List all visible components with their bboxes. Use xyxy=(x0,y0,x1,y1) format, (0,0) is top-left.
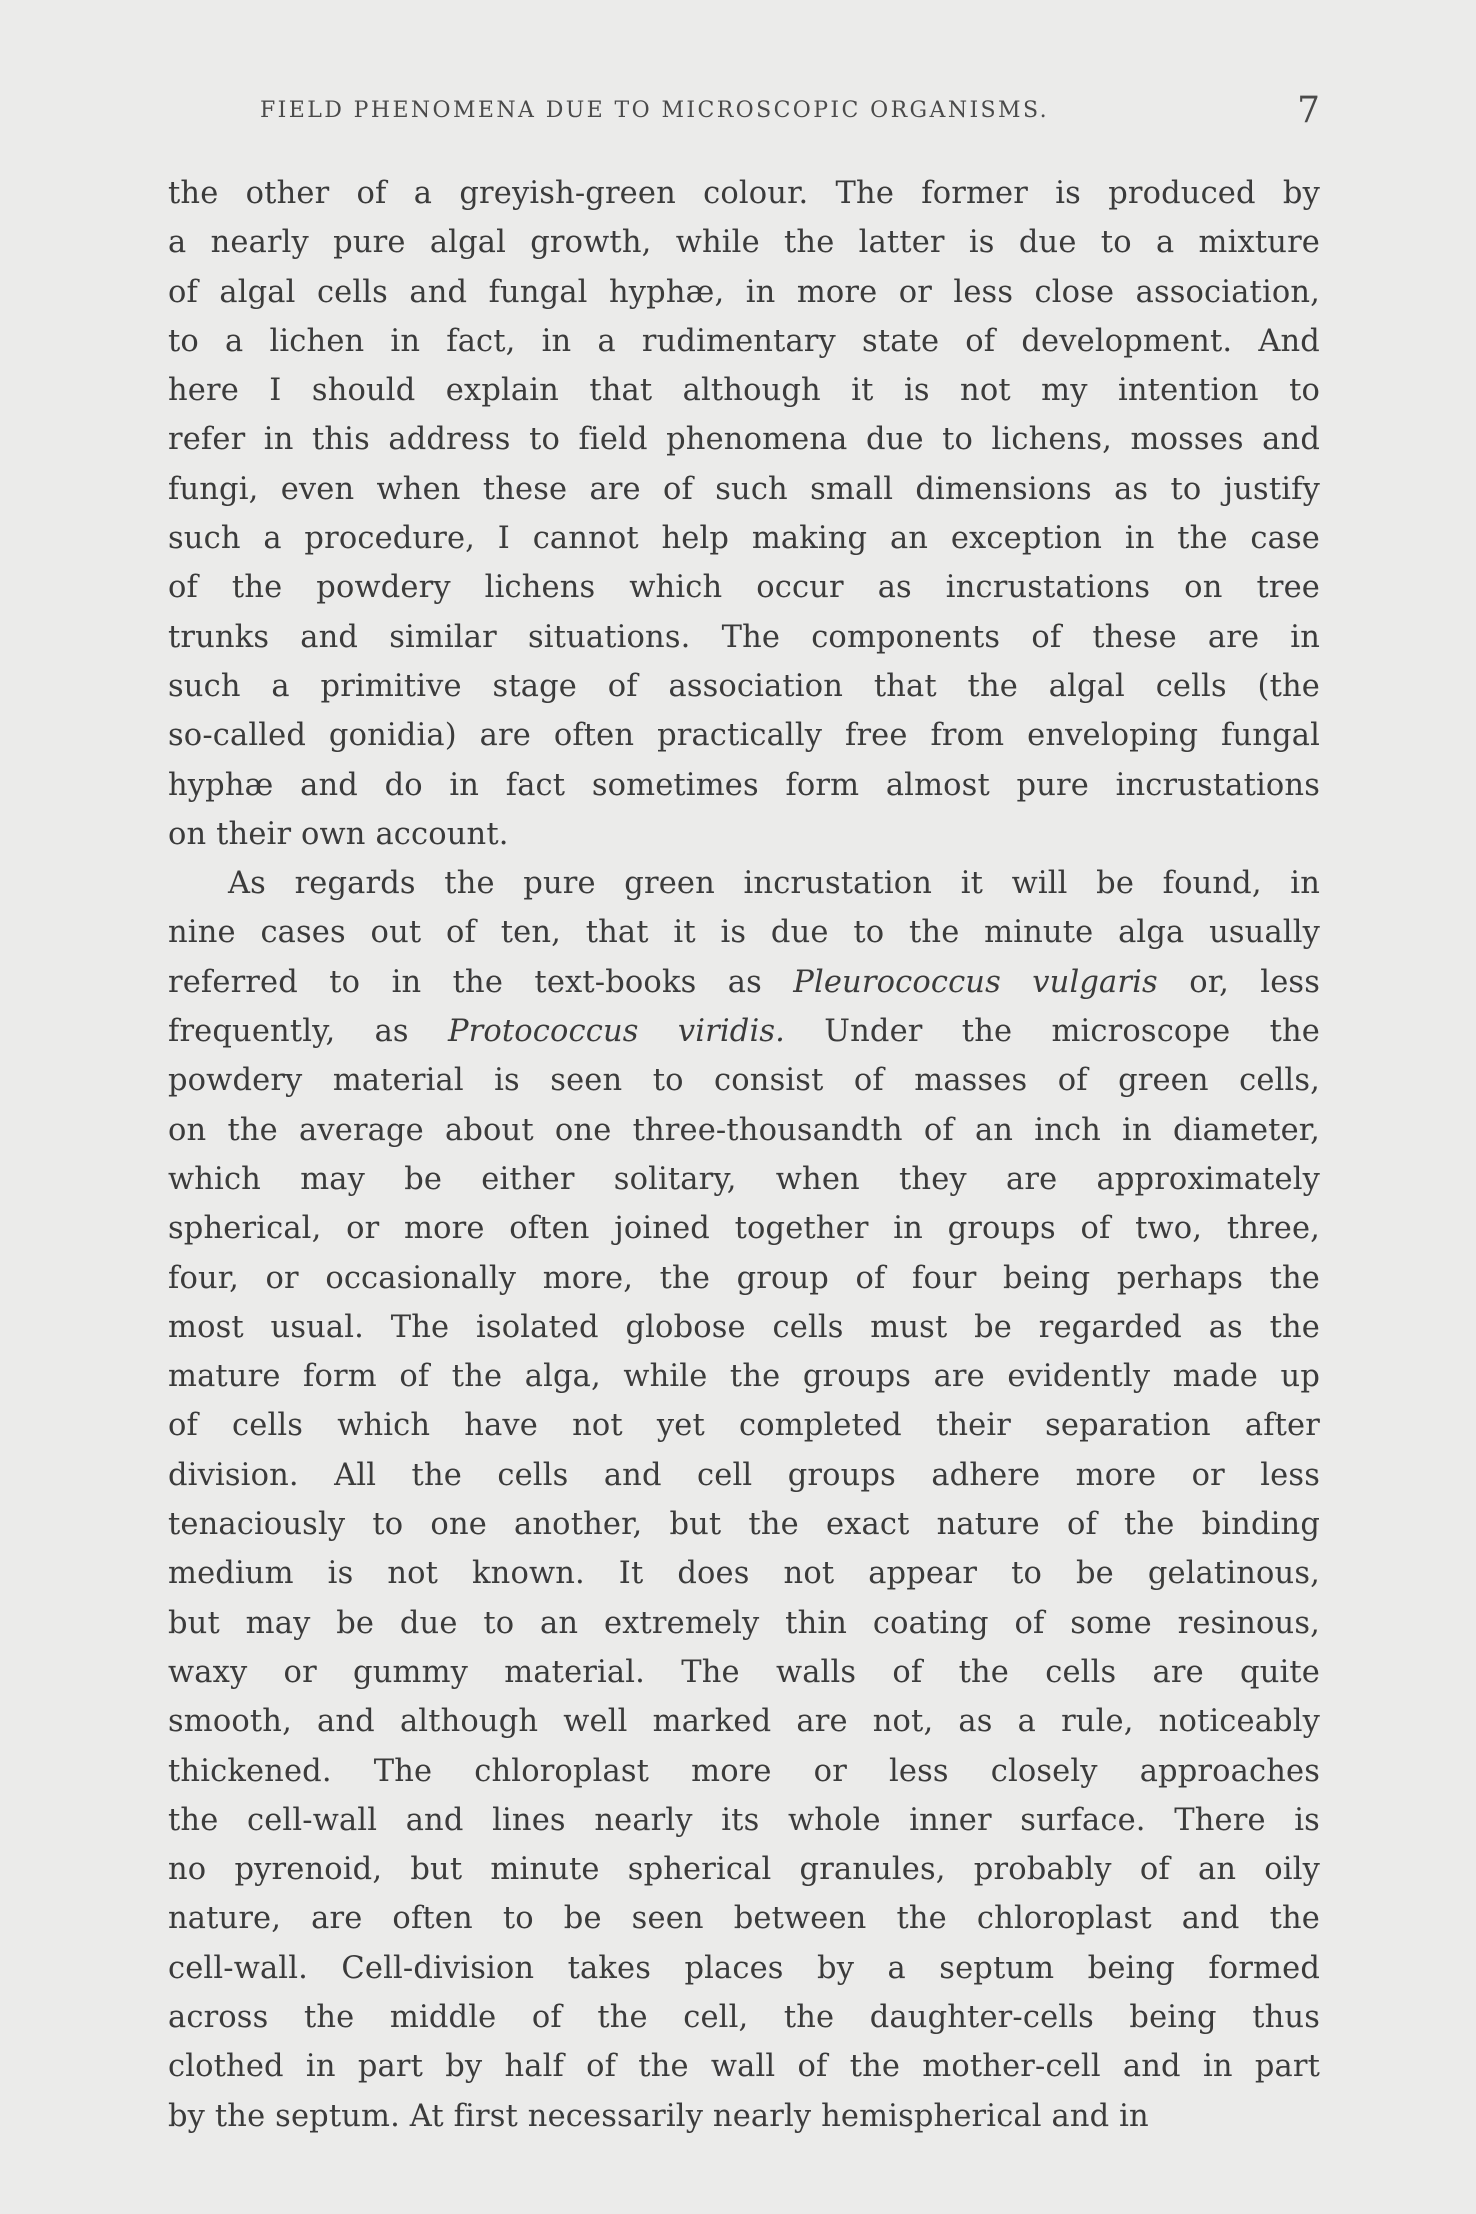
text-line: division. All the cells and cell groups adhere more or less xyxy=(168,1457,1320,1493)
text-line: medium is not known. It does not appear to be gelatinous, xyxy=(168,1556,1320,1592)
text-line: here I should explain that although it is not my intention to xyxy=(168,373,1320,409)
text-line: nature, are often to be seen between the chloroplast and the xyxy=(168,1901,1320,1937)
text-line xyxy=(168,958,1320,1007)
text-segment: or, less xyxy=(1157,964,1321,1000)
text-line: mature form of the alga, while the groups are evidently made up xyxy=(168,1359,1320,1395)
text-line: powdery material is seen to consist of masses of green cells, xyxy=(168,1063,1320,1099)
text-line: most usual. The isolated globose cells must be regarded as the xyxy=(168,1309,1320,1345)
text-line: cell-wall. Cell-division takes places by a septum being formed xyxy=(168,1950,1320,1986)
text-line: a nearly pure algal growth, while the latter is due to a mixture xyxy=(168,225,1320,261)
text-line: to a lichen in fact, in a rudimentary state of development. And xyxy=(168,323,1320,359)
text-line: four, or occasionally more, the group of four being perhaps the xyxy=(168,1260,1320,1296)
text-line: so-called gonidia) are often practically free from enveloping fungal xyxy=(168,718,1320,754)
text-line: fungi, even when these are of such small dimensions as to justify xyxy=(168,471,1320,507)
text-line: hyphæ and do in fact sometimes form almost pure incrustations xyxy=(168,767,1320,803)
body-text xyxy=(168,169,1320,2141)
species-name: Protococcus viridis. xyxy=(447,1014,786,1050)
text-line xyxy=(168,1007,1320,1056)
text-line: but may be due to an extremely thin coating of some resinous, xyxy=(168,1605,1320,1641)
text-line: trunks and similar situations. The components of these are in xyxy=(168,619,1320,655)
page-number: 7 xyxy=(1297,90,1320,131)
species-name: Pleurococcus vulgaris xyxy=(793,964,1158,1000)
text-segment: referred to in the text-books as xyxy=(168,964,794,1000)
text-line: by the septum. At first necessarily nearly hemispherical and in xyxy=(168,2098,1149,2134)
text-line: on their own account. xyxy=(168,816,509,852)
text-line: As regards the pure green incrustation it will be found, in xyxy=(228,866,1320,902)
text-line: such a primitive stage of association that the algal cells (the xyxy=(168,668,1320,704)
text-line: of algal cells and fungal hyphæ, in more or less close association, xyxy=(168,274,1320,310)
text-line: of cells which have not yet completed their separation after xyxy=(168,1408,1320,1444)
text-segment: frequently, as xyxy=(168,1014,448,1050)
page-header xyxy=(168,90,1320,146)
text-line: no pyrenoid, but minute spherical granules, probably of an oily xyxy=(168,1852,1320,1888)
text-line: waxy or gummy material. The walls of the cells are quite xyxy=(168,1654,1320,1690)
text-line: such a procedure, I cannot help making an exception in the case xyxy=(168,521,1320,557)
running-head: FIELD PHENOMENA DUE TO MICROSCOPIC ORGANISMS. xyxy=(260,98,1050,123)
text-segment: Under the microscope the xyxy=(785,1014,1320,1050)
text-line: tenaciously to one another, but the exact nature of the binding xyxy=(168,1507,1320,1543)
text-line: on the average about one three-thousandth of an inch in diameter, xyxy=(168,1112,1320,1148)
text-line: the other of a greyish-green colour. The former is produced by xyxy=(168,176,1320,211)
text-line: thickened. The chloroplast more or less closely approaches xyxy=(168,1753,1320,1789)
text-line: refer in this address to field phenomena due to lichens, mosses and xyxy=(168,422,1320,458)
text-line: across the middle of the cell, the daughter-cells being thus xyxy=(168,1999,1320,2035)
text-line: which may be either solitary, when they are approximately xyxy=(168,1161,1320,1197)
text-line: of the powdery lichens which occur as incrustations on tree xyxy=(168,570,1320,606)
text-line: nine cases out of ten, that it is due to the minute alga usually xyxy=(168,915,1320,951)
text-line: spherical, or more often joined together in groups of two, three, xyxy=(168,1211,1320,1247)
text-line: the cell-wall and lines nearly its whole inner surface. There is xyxy=(168,1802,1320,1838)
text-line: clothed in part by half of the wall of the mother-cell and in part xyxy=(168,2049,1320,2085)
text-line: smooth, and although well marked are not, as a rule, noticeably xyxy=(168,1704,1320,1740)
